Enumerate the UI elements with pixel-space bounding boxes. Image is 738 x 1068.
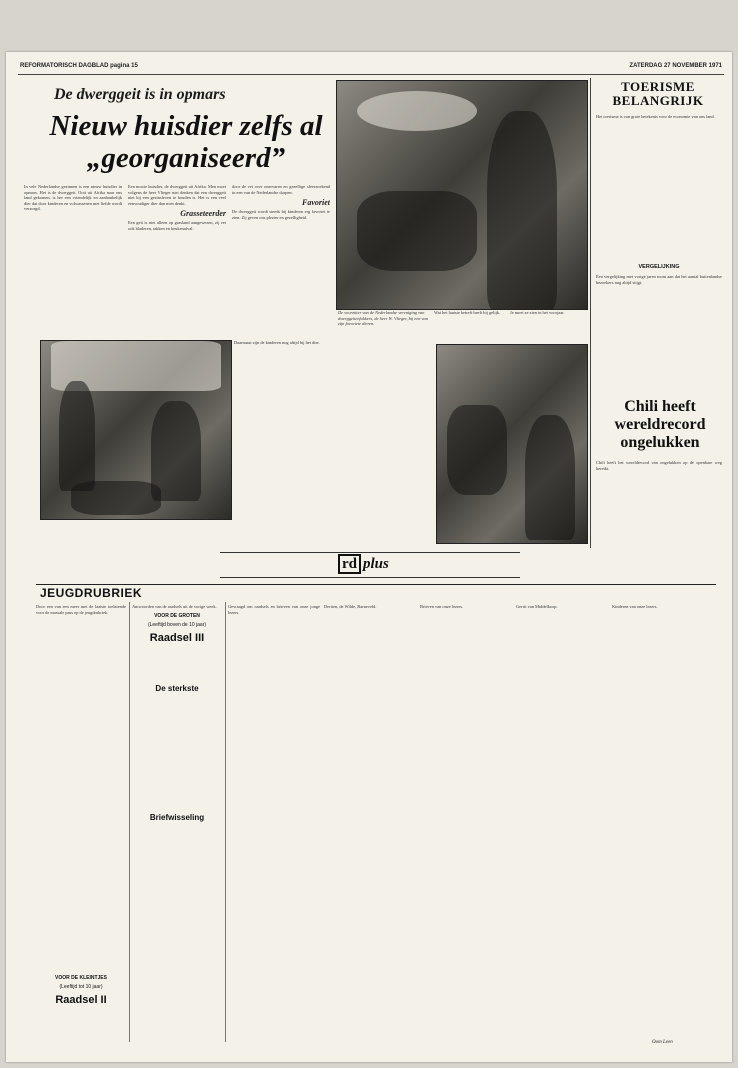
mid-col-2 <box>434 310 504 340</box>
sidebar-text-3: Chili heeft het wereldrecord van ongelukken op de openbare weg bereikt. <box>596 460 722 471</box>
article-col-1-text: In vele Nederlandse gezinnen is een nieuw huisdier in opmars. Het is de dwerggeit. Ooit uit Afrika naar ons land gekomen, is het een vriendelijk en aanhankelijk dier dat door kinderen en volwassenen met liefde wordt verzorgd. <box>24 184 122 212</box>
photo-child-1 <box>59 381 95 491</box>
jeugdrubriek-title: JEUGDRUBRIEK <box>40 586 143 600</box>
photo-goat-figure <box>357 191 477 271</box>
sidebar-text-1: Het toerisme is van grote betekenis voor de economie van ons land. <box>596 114 715 119</box>
raadsel-iii-title: Raadsel III <box>149 631 205 644</box>
rd-plus-logo <box>338 556 389 573</box>
jeugd-col-6 <box>516 604 608 1044</box>
sidebar-rule <box>590 78 592 548</box>
article-col-1 <box>24 184 122 334</box>
sidebar-head-chili: Chili heeft wereldrecord ongelukken <box>614 398 706 451</box>
sidebar-head-toerisme: TOERISME BELANGRIJK <box>612 79 704 108</box>
header-right: ZATERDAG 27 NOVEMBER 1971 <box>629 63 722 69</box>
article-col-2b-text: Een geit is niet alleen op grasland aangewezen, zij eet ook bladeren, takken en keukenafval. <box>128 220 226 231</box>
signature: Oom Leen <box>652 1040 673 1045</box>
article-col-3 <box>232 184 330 334</box>
col-divider-2 <box>225 602 226 1042</box>
briefwisseling-title: Briefwisseling <box>149 812 205 822</box>
sub-groten: (Leeftijd boven de 10 jaar) <box>147 621 207 628</box>
sidebar-col-3 <box>596 460 722 550</box>
article-kicker: De dwerggeit is in opmars <box>54 86 226 103</box>
photo-girls-with-goats <box>436 344 588 544</box>
sub-kleintjes: (Leeftijd tot 10 jaar) <box>59 984 103 991</box>
mid-col-3-text: Je moet ze zien in het voorjaar. <box>510 310 565 315</box>
photo-man-with-goat <box>336 80 588 310</box>
mid-col-1 <box>234 340 332 550</box>
jeugd-rule <box>36 584 716 585</box>
sidebar-text-2: Een vergelijking met vorige jaren toont aan dat het aantal buitenlandse bezoekers nog altijd stijgt. <box>596 274 722 285</box>
jeugd-col-4-text: Dertien, de Wilde, Barneveld. <box>324 604 377 609</box>
page-header <box>6 60 732 74</box>
jeugd-col-1 <box>36 604 126 1044</box>
jeugd-col-5 <box>420 604 512 1044</box>
jeugd-col-5-text: Brieven van onze lezers. <box>420 604 464 609</box>
jeugd-col-7-text: Kinderen van onze lezers. <box>612 604 658 609</box>
jeugd-col-4 <box>324 604 416 1044</box>
jeugd-col-7 <box>612 604 720 1034</box>
mid-col-2-text: Wat het laatste betreft heeft hij gelijk. <box>434 310 501 315</box>
newspaper-page <box>6 52 732 1062</box>
article-col-3b-text: De dwerggeit wordt steeds bij kinderen erg favoriet te zien. Zij geven ons plezier en gezelligheid. <box>232 209 330 220</box>
header-rule <box>18 74 724 75</box>
jeugd-col-2 <box>132 604 222 1044</box>
article-headline: Nieuw huisdier zelfs al „georganiseerd” <box>49 110 323 174</box>
rd-plus-banner <box>220 552 520 578</box>
sidebar-subhead-vergelijking: VERGELIJKING <box>638 264 680 270</box>
jeugd-col-3-text: Gevraagd om raadsels en brieven van onze jonge lezers. <box>228 604 320 615</box>
article-col-2-text: Een mooie huisdier, de dwerggeit uit Afrika. Men moet volgens de heer Vlieger niet denken dat een dwerggeit niet bij een gezinsleven te houden is. Het is een veel eenvoudiger dier dan men denkt. <box>128 184 226 206</box>
raadsel-ii-title: Raadsel II <box>55 994 107 1007</box>
photo-highlight <box>357 91 477 131</box>
photo-goat-small <box>71 481 161 515</box>
head-voor-groten: VOOR DE GROTEN <box>154 612 200 619</box>
sidebar-col-2 <box>596 274 722 392</box>
col-divider-1 <box>129 602 130 1042</box>
subhead-favoriet: Favoriet <box>302 198 330 208</box>
head-voor-kleintjes: VOOR DE KLEINTJES <box>55 975 107 982</box>
photo-caption: De voorzitter van de Nederlandse vereniging van dwerggeitenfokkers, de heer W. Vlieger, bij een van zijn favoriete dieren. <box>338 310 428 326</box>
jeugd-col-3 <box>228 604 320 1044</box>
mid-col-1-text: Daarnaast zijn de kinderen nog altijd bij het dier. <box>234 340 320 345</box>
article-col-3-text: door de vet over onervaren en gezellige sfeerzoekend in een van de Nederlandse dorpen. <box>232 184 330 195</box>
jeugd-col-2-text: Antwoorden van de raadsels uit de vorige week. <box>132 604 217 609</box>
photo-goat-black <box>447 405 507 495</box>
rd-plus-logo-text: plus <box>363 556 389 572</box>
rd-plus-logo-box: rd <box>338 554 361 574</box>
header-left: REFORMATORISCH DAGBLAD pagina 15 <box>20 63 138 69</box>
photo-children-with-goat <box>40 340 232 520</box>
article-col-2 <box>128 184 226 334</box>
jeugd-col-6-text: Gerrit van Middelkoop. <box>516 604 558 609</box>
sidebar-col-1 <box>596 114 722 260</box>
photo-girl <box>525 415 575 540</box>
subhead-grasseter: Grasseteerder <box>180 209 226 219</box>
jeugd-col-1-text: Door een van een meer met de laatste toelatende voor de massale pass op de jeugdrubriek. <box>36 604 126 615</box>
de-sterkste-title: De sterkste <box>155 683 199 693</box>
photo-man-figure <box>487 111 557 310</box>
mid-col-3 <box>510 310 584 340</box>
